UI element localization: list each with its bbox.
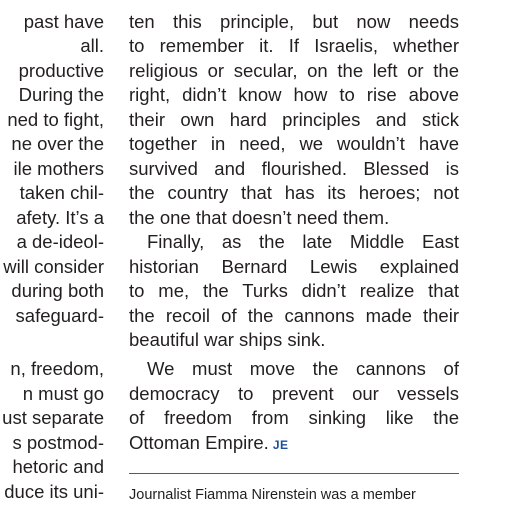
right-text-column xyxy=(129,0,459,512)
right-line: the one that doesn’t need them. xyxy=(129,207,390,228)
left-line: a de-ideol- xyxy=(16,231,104,252)
left-line: ned to fight, xyxy=(7,109,104,130)
right-line: to me, the Turks didn’t realize that xyxy=(129,280,459,301)
right-line: together in need, we wouldn’t have xyxy=(129,133,459,154)
left-line: taken chil- xyxy=(19,182,104,203)
left-line: all. xyxy=(80,35,104,56)
author-footnote: Journalist Fiamma Nirenstein was a member xyxy=(129,487,416,503)
right-line: right, didn’t know how to rise above xyxy=(129,84,459,105)
right-line: ten this principle, but now needs xyxy=(129,11,459,32)
left-line: n, freedom, xyxy=(10,358,104,379)
left-line: s postmod- xyxy=(12,432,104,453)
left-line: n must go xyxy=(22,383,104,404)
left-line: productive xyxy=(18,60,104,81)
left-line: safeguard- xyxy=(15,305,104,326)
left-line: hetoric and xyxy=(12,456,104,477)
right-line: the country that has its heroes; not xyxy=(129,182,459,203)
left-text-column xyxy=(0,0,104,512)
right-line: of freedom from sinking like the xyxy=(129,407,459,428)
right-line: beautiful war ships sink. xyxy=(129,329,326,350)
right-line: survived and flourished. Blessed is xyxy=(129,158,459,179)
right-line: to remember it. If Israelis, whether xyxy=(129,35,459,56)
left-line: ne over the xyxy=(11,133,104,154)
right-line: their own hard principles and stick xyxy=(129,109,459,130)
right-line: democracy to prevent our vessels xyxy=(129,383,459,404)
right-line: historian Bernard Lewis explained xyxy=(129,256,459,277)
left-line: will consider xyxy=(3,256,104,277)
right-line-final xyxy=(129,431,459,458)
right-line: Finally, as the late Middle East xyxy=(147,231,459,252)
left-line: past have xyxy=(23,11,104,32)
left-line: duce its uni- xyxy=(4,481,104,502)
footnote-divider xyxy=(129,473,459,474)
end-mark: JE xyxy=(272,438,289,452)
left-line: during both xyxy=(11,280,104,301)
left-line: During the xyxy=(18,84,104,105)
right-line: We must move the cannons of xyxy=(147,358,459,379)
left-line: afety. It’s a xyxy=(16,207,104,228)
final-line-text: Ottoman Empire. xyxy=(129,432,269,453)
right-line: the recoil of the cannons made their xyxy=(129,305,459,326)
left-line: ust separate xyxy=(2,407,104,428)
right-line: religious or secular, on the left or the xyxy=(129,60,459,81)
left-line: ile mothers xyxy=(13,158,104,179)
